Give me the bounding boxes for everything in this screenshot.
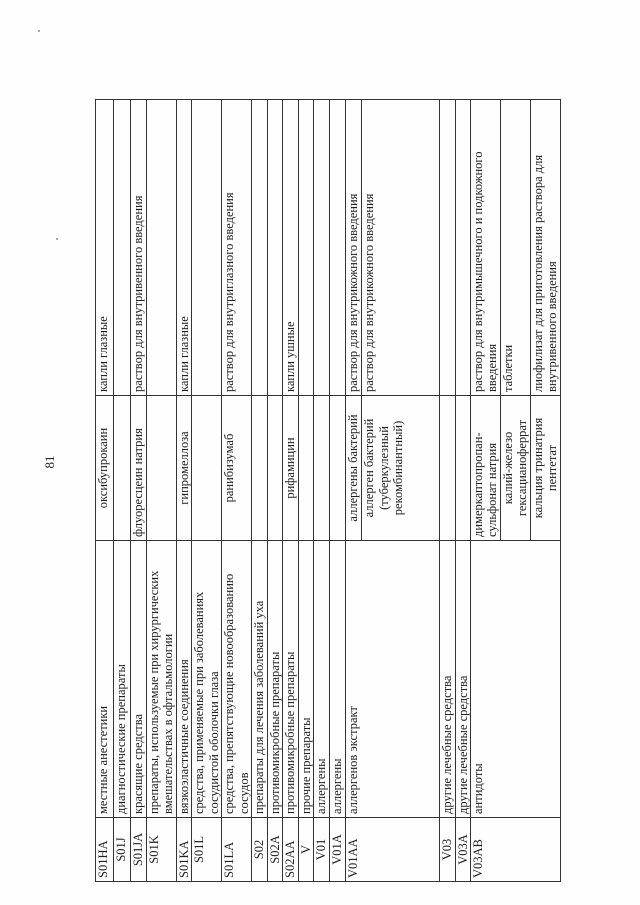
dosage-form xyxy=(314,100,330,396)
inn-name: оксибупрокаин xyxy=(96,396,114,541)
dosage-form: раствор для внутримышечного и подкожного введения xyxy=(471,100,501,396)
table-row xyxy=(440,100,455,882)
dosage-form: капли глазные xyxy=(177,100,192,396)
scan-speck xyxy=(38,30,40,32)
dosage-form xyxy=(147,100,177,396)
atc-code: V xyxy=(298,818,313,882)
dosage-form: раствор для внутривенного введения xyxy=(131,100,147,396)
table-row xyxy=(252,100,267,882)
rotated-table-container xyxy=(95,100,635,882)
inn-name xyxy=(455,396,470,541)
group-name: диагностические препараты xyxy=(114,541,131,818)
inn-name: калий-железо гексацианоферрат xyxy=(501,396,531,541)
group-name: вязкоэластичные соединения xyxy=(177,541,192,818)
atc-code: S01J xyxy=(114,818,131,882)
inn-name: аллергены бактерий xyxy=(346,396,362,541)
group-name: аллергенов экстракт xyxy=(346,541,440,818)
dosage-form xyxy=(267,100,282,396)
inn-name: рифамицин xyxy=(282,396,298,541)
group-name: аллергены xyxy=(330,541,346,818)
table-row xyxy=(267,100,282,882)
inn-name xyxy=(298,396,313,541)
group-name: средства, применяемые при заболеваниях сосудистой оболочки глаза xyxy=(192,541,222,818)
group-name: другие лечебные средства xyxy=(455,541,470,818)
inn-name xyxy=(114,396,131,541)
atc-code: S02A xyxy=(267,818,282,882)
scan-speck xyxy=(56,238,58,240)
table-row xyxy=(192,100,222,882)
dosage-form: раствор для внутриглазного введения xyxy=(222,100,252,396)
inn-name xyxy=(252,396,267,541)
inn-name: аллерген бактерий (туберкулезный рекомбинантный) xyxy=(362,396,440,541)
inn-name: димеркаптопропан-сульфонат натрия xyxy=(471,396,501,541)
dosage-form xyxy=(252,100,267,396)
dosage-form xyxy=(114,100,131,396)
atc-code: S01LA xyxy=(222,818,252,882)
group-name: противомикробные препараты xyxy=(282,541,298,818)
group-name: прочие препараты xyxy=(298,541,313,818)
table-row xyxy=(455,100,470,882)
table-row xyxy=(282,100,298,882)
atc-code: S02AA xyxy=(282,818,298,882)
inn-name: кальция тринатрия пентетат xyxy=(531,396,561,541)
table-row xyxy=(147,100,177,882)
table-row xyxy=(222,100,252,882)
group-name: противомикробные препараты xyxy=(267,541,282,818)
inn-name xyxy=(440,396,455,541)
dosage-form: лиофилизат для приготовления раствора для внутривенного введения xyxy=(531,100,561,396)
atc-code: S02 xyxy=(252,818,267,882)
dosage-form xyxy=(298,100,313,396)
atc-code: S01KA xyxy=(177,818,192,882)
dosage-form xyxy=(440,100,455,396)
atc-code: V03AB xyxy=(471,818,561,882)
group-name: другие лечебные средства xyxy=(440,541,455,818)
table-row xyxy=(330,100,346,882)
table-row xyxy=(314,100,330,882)
atc-code: V01 xyxy=(314,818,330,882)
group-name: препараты для лечения заболеваний уха xyxy=(252,541,267,818)
table-row xyxy=(298,100,313,882)
dosage-form xyxy=(192,100,222,396)
atc-code: S01L xyxy=(192,818,222,882)
inn-name: флуоресцеин натрия xyxy=(131,396,147,541)
inn-name xyxy=(267,396,282,541)
atc-code: V03A xyxy=(455,818,470,882)
atc-code: V01AA xyxy=(346,818,440,882)
inn-name xyxy=(314,396,330,541)
inn-name xyxy=(330,396,346,541)
atc-code: V01A xyxy=(330,818,346,882)
group-name: антидоты xyxy=(471,541,561,818)
table-row xyxy=(346,100,362,882)
group-name: препараты, используемые при хирургических вмешательствах в офтальмологии xyxy=(147,541,177,818)
inn-name: гипромеллоза xyxy=(177,396,192,541)
table-row xyxy=(131,100,147,882)
dosage-form: раствор для внутрикожного введения xyxy=(362,100,440,396)
table-row xyxy=(114,100,131,882)
inn-name xyxy=(147,396,177,541)
atc-code: V03 xyxy=(440,818,455,882)
inn-name xyxy=(192,396,222,541)
table-row xyxy=(177,100,192,882)
dosage-form xyxy=(455,100,470,396)
table-row xyxy=(471,100,501,882)
atc-code: S01HA xyxy=(96,818,114,882)
dosage-form: капли ушные xyxy=(282,100,298,396)
dosage-form: таблетки xyxy=(501,100,531,396)
page-number: 81 xyxy=(42,455,57,469)
group-name: аллергены xyxy=(314,541,330,818)
group-name: красящие средства xyxy=(131,541,147,818)
group-name: местные анестетики xyxy=(96,541,114,818)
dosage-form: раствор для внутрикожного введения xyxy=(346,100,362,396)
table-row xyxy=(96,100,114,882)
group-name: средства, препятствующие новообразованию сосудов xyxy=(222,541,252,818)
drug-table xyxy=(95,99,561,882)
atc-code: S01K xyxy=(147,818,177,882)
dosage-form: капли глазные xyxy=(96,100,114,396)
dosage-form xyxy=(330,100,346,396)
inn-name: ранибизумаб xyxy=(222,396,252,541)
atc-code: S01JA xyxy=(131,818,147,882)
